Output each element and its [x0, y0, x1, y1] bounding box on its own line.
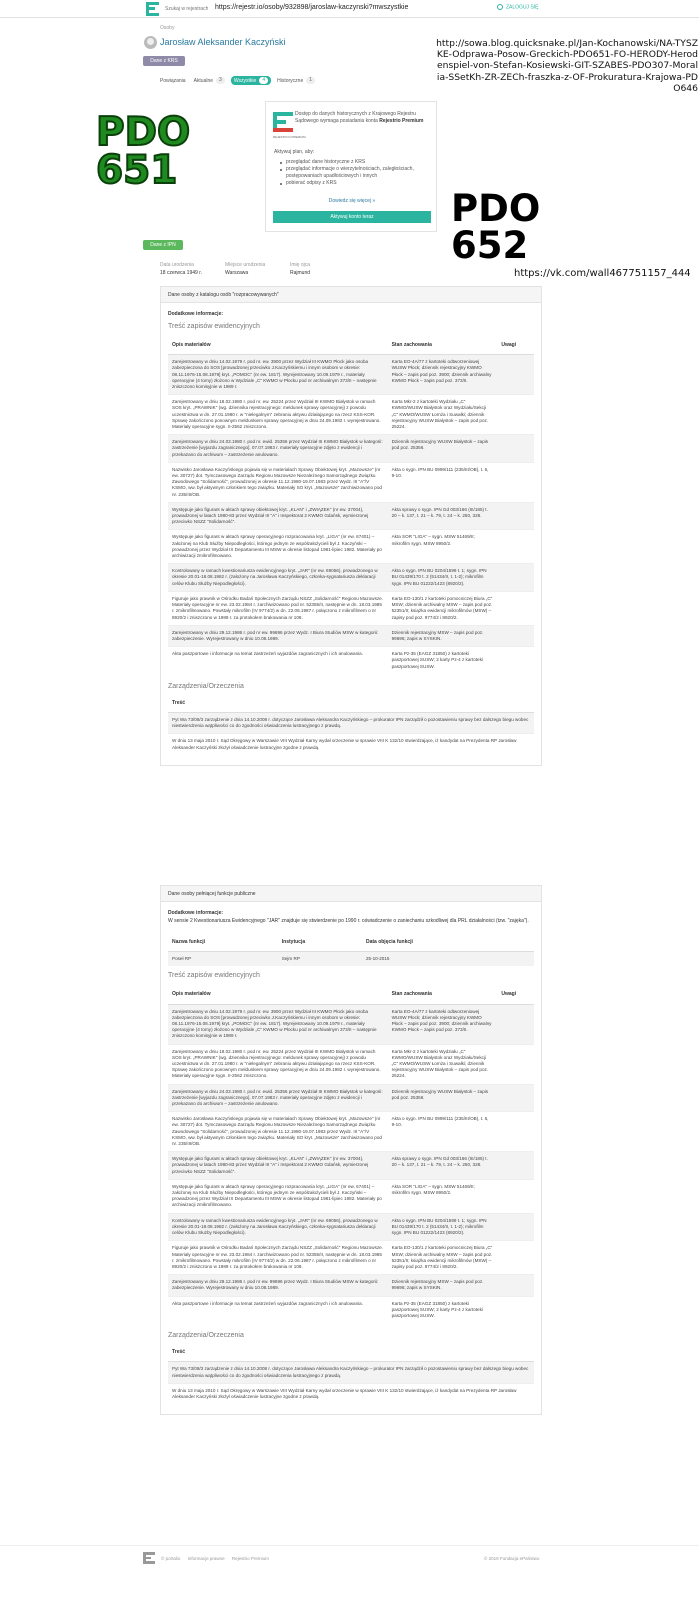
functions-table	[168, 933, 534, 966]
avatar-icon	[144, 36, 157, 49]
table-row	[168, 1275, 534, 1296]
login-button[interactable]	[497, 4, 539, 10]
rulings-title: Zarządzenia/Orzeczenia	[168, 1332, 244, 1340]
person-header	[144, 34, 286, 50]
search-input[interactable]	[163, 3, 210, 15]
table-row	[168, 952, 534, 967]
col-description: Opis materiałów	[168, 985, 388, 1004]
url-bar[interactable]: https://rejestr.io/osoby/932898/jaroslaw-kaczynski?mwszystkie	[215, 4, 409, 11]
col-content: Treść	[168, 1343, 534, 1362]
table-row	[168, 1213, 534, 1241]
table-cell: Sejm RP	[278, 952, 362, 967]
tab-label: Aktualne	[193, 77, 214, 84]
table-row	[168, 1179, 534, 1213]
rulings-title: Zarządzenia/Orzeczenia	[168, 682, 244, 690]
rulings-body	[168, 712, 534, 754]
card-public-function	[160, 885, 542, 1415]
table-cell	[497, 1152, 534, 1180]
table-row	[168, 435, 534, 463]
rulings-body	[168, 1362, 534, 1404]
table-cell: Akta o sygn. IPN BU 0999/111 (235/III/OB), t. 6, 9-10.	[388, 1112, 498, 1152]
col-notes: Uwagi	[497, 336, 534, 355]
table-cell	[497, 1004, 534, 1044]
table-cell: Występuje jako figurant w aktach sprawy operacyjnego rozpracowania kryt. „LIGA" (nr ew. 67401) – założonej na Klub Służby Niepodległości, którego jednym ze współzałożycieli był J. Kaczyński – prowadzonej przez Wydział IX Departamentu III MSW w okresie listopad 1981-lipiec 1982. Materiały po archiwizacji zmikrofilmowano.	[168, 1179, 388, 1213]
table-cell	[497, 435, 534, 463]
table-cell: Akta paszportowe i informacje na temat zastrzeżeń wyjazdów zagranicznych i ich anulowania.	[168, 647, 388, 674]
table-cell: Zarejestrowany w dniu 14.02.1979 r. pod nr. ew. 3900 przez Wydział III KWMO Płock jako osoba zabezpieczona do SOS [prowadzonej przeciwko J.Kaczyńskiemu i innym osobom w okresie: 08.11.1976-15.08.1979] kryt. „POMOC" (nr ew. 1817). Wyrejestrowany 10.09.1979 r., materiały operacyjne (4 tomy) złożono w Wydziale „C" KWMO w Płocku pod nr archiwalnym 373/II – następnie zniszczono komisyjnie w 1989 r.	[168, 1004, 388, 1044]
table-cell	[497, 530, 534, 564]
overlay-pdo652-line1: PDO	[451, 187, 541, 230]
footer-link[interactable]: © portalio	[161, 1556, 181, 1561]
table-cell: W dniu 13 maja 2010 r. Sąd Okręgowy w Warszawie VIII Wydział Karny wydał orzeczenie w sprawie VIII K 132/10 stwierdzające, iż kandydat na Prezydenta RP Jarosław Aleksander Kaczyński złożył oświadczenie lustracyjne zgodne z prawdą.	[168, 1383, 534, 1404]
footer-link[interactable]: Rejestrio Premium	[231, 1556, 269, 1561]
table-cell: Kontrolowany w ramach kwestionariusza ewidencyjnego kryt. „JAR" (nr ew. 69056), prowadzonego w okresie 20.01-18.08.1982 r. (założony na Jarosława Kaczyńskiego, członka-sygnatariusza deklaracji celów Klubu Służby Niepodległości).	[168, 1213, 388, 1241]
footer-logo-icon[interactable]	[143, 1552, 155, 1564]
overlay-pdo652-line2: 652	[451, 224, 529, 267]
additional-info-label: Dodatkowe informacje:	[168, 910, 224, 916]
table-cell: Występuje jako figurant w aktach sprawy operacyjnego rozpracowania kryt. „LIGA" (nr ew. 67401) – założonej na Klub Służby Niepodległości, którego jednym ze współzałożycieli był J. Kaczyński – prowadzonej przez Wydział IX Departamentu III MSW w okresie listopad 1981-lipiec 1982. Materiały po archiwizacji zmikrofilmowano.	[168, 530, 388, 564]
breadcrumb[interactable]: Osoby	[160, 25, 175, 31]
overlay-pdo651-line2: 651	[96, 148, 178, 193]
col-state: Stan zachowania	[388, 336, 498, 355]
table-cell	[497, 1044, 534, 1084]
table-row	[168, 355, 534, 395]
table-cell: Pyt Wa 73/08/3 zarządzenie z dnia 14.10.2008 r. dotyczące Jarosława Aleksandra Kaczyńskiego – prokurator IPN zarządził o pozostawieniu sprawy bez dalszego biegu wobec niestwierdzenia wątpliwości co do zgodności oświadczenia lustracyjnego z prawdą.	[168, 1362, 534, 1383]
table-cell	[497, 625, 534, 646]
col-description: Opis materiałów	[168, 336, 388, 355]
table-cell: Akta o sygn. IPN BU 0999/111 (235/III/OB), t. 6, 9-10.	[388, 462, 498, 502]
table-cell: Akta o sygn. IPN BU 0204/1599 t. 1; sygn. IPN BU 01439/170 t. 2 (51434/II, t. 1-2); mikrofilm sygn. IPN BU 01222/1423 (8920/2).	[388, 1213, 498, 1241]
table-row	[168, 1296, 534, 1323]
table-cell	[497, 591, 534, 625]
tab-historical[interactable]	[277, 77, 315, 84]
col-institution: Instytucja	[278, 933, 362, 952]
table-cell: Dziennik rejestracyjny MSW – zapis pod poz. 99696; zapis w SYSKIN.	[388, 1275, 498, 1296]
table-cell: Zarejestrowany w dniu 29.12.1986 r. pod nr ew. 99696 przez Wydz. I Biura Studiów MSW w kategorii: zabezpieczenie. Wyrejestrowany w dniu 10.08.1989.	[168, 1275, 388, 1296]
additional-info-text: W sensie 2 Kwestionariusza Ewidencyjnego "JAR" znajduje się stwierdzenie po 1990 r. oświadczenie o zaniechaniu szkodliwej dla PRL działalności (tzw. "zajęka").	[168, 918, 529, 924]
table-cell	[497, 462, 534, 502]
table-cell: Występuje jako figurant w aktach sprawy obiektowej kryt. „KLAN" i „ZWIĄZEK" (nr ew. 37004), prowadzonej w latach 1980-83 przez Wydział III "A" i Inspektorat 2 KWMO Gdańsk, wymierzonej przeciwko NSZZ "Solidarność".	[168, 1152, 388, 1180]
top-bar	[0, 0, 699, 18]
table-cell: Karta Mkr-2 z kartoteki Wydziału „C" KWMO/WUSW Białystok oraz Wydziału/Sekcji „C" KWMO/WUSW Łomża i Suwałki; dziennik rejestracyjny WUSW Białystok – zapis pod poz. 25224.	[388, 1044, 498, 1084]
table-cell: Kontrolowany w ramach kwestionariusza ewidencyjnego kryt. „JAR" (nr ew. 69056), prowadzonego w okresie 20.01-18.08.1982 r. (założony na Jarosława Kaczyńskiego, członka-sygnatariusza deklaracji celów Klubu Służby Niepodległości).	[168, 564, 388, 592]
card-title: Dane osoby z katalogu osób "rozpracowywanych"	[161, 287, 541, 303]
rulings-table	[168, 1343, 534, 1404]
table-cell: Dziennik rejestracyjny MSW – zapis pod poz. 99696; zapis w SYSKIN.	[388, 625, 498, 646]
table-cell: Zarejestrowany w dniu 18.02.1980 r. pod nr. ew. 25224 przez Wydział III KWMO Białystok w ramach SOS kryt. „PRAWNIK" (wg. dziennika rejestracyjnego: meldunek sprawy operacyjnej) z powodu uczestnictwa w dn. 27.01.1980 r. w "nielegalnym" zebraniu aktywu działającego na rzecz KSS-KOR. Sprawę zakończono ponownym meldunkiem sprawy operacyjnej w dniu 24.09.1982 r. wyrejestrowano. Materiały operacyjne sygn. II-2562 zniszczono.	[168, 1044, 388, 1084]
tab-all[interactable]	[231, 76, 271, 85]
ipn-data-button[interactable]: Dane z IPN	[143, 240, 183, 250]
table-cell: Karta Pz-35 (EAGZ 31850) z kartoteki paszportowej SUSW; 2 karty Pz-4 z kartoteki paszportowej SUSW.	[388, 647, 498, 674]
overlay-pdo651-line1: PDO	[96, 110, 191, 155]
table-cell: Akta sprawy o sygn. IPN Gd 003/166 (III/185) t. 20 – k. 137, t. 21 – k. 79, t. 24 – k. 250, 328.	[388, 502, 498, 530]
fact-father-name	[290, 262, 355, 276]
footer-links	[161, 1556, 275, 1561]
premium-benefits-list	[280, 159, 430, 187]
additional-info-label: Dodatkowe informacje:	[168, 311, 224, 317]
table-cell: Pyt Wa 73/08/3 zarządzenie z dnia 14.10.2008 r. dotyczące Jarosława Aleksandra Kaczyńskiego – prokurator IPN zarządził o pozostawieniu sprawy bez dalszego biegu wobec niestwierdzenia wątpliwości co do zgodności oświadczenia lustracyjnego z prawdą.	[168, 712, 534, 733]
table-cell	[497, 1179, 534, 1213]
table-cell: Akta sprawy o sygn. IPN Gd 003/166 (III/185) t. 20 – k. 137, t. 21 – k. 79, t. 24 – k. 250, 328.	[388, 1152, 498, 1180]
tabs-label: Powiązania	[160, 77, 186, 84]
records-table	[168, 336, 534, 674]
table-row	[168, 1152, 534, 1180]
table-cell: Zarejestrowany w dniu 29.12.1986 r. pod nr ew. 99696 przez Wydz. I Biura Studiów MSW w kategorii: zabezpieczenie. Wyrejestrowany w dniu 10.08.1989.	[168, 625, 388, 646]
table-cell	[497, 355, 534, 395]
table-cell: Figuruje jako prawnik w Ośrodku Badań Społecznych Zarządu NSZZ „Solidarność" Regionu Mazowsze. Materiały operacyjne nr ew. 23.02.1984 r. zarchiwizowano pod nr. 52355/II, następnie w dn. 18.03.1985 r. zmikrofilmowano. Powstały mikrofilm (IV 9774/2) w dn. 22.06.1987 r. połączono z mikrofilmem o nr 8920/2 i zniszczono w 1989 r. za protokołem brakowania nr 108.	[168, 591, 388, 625]
fact-value: 18 czerwca 1949 r.	[160, 270, 202, 276]
tab-count: 4	[259, 77, 268, 84]
table-cell: W dniu 13 maja 2010 r. Sąd Okręgowy w Warszawie VIII Wydział Karny wydał orzeczenie w sprawie VIII K 132/10 stwierdzające, iż kandydat na Prezydenta RP Jarosław Aleksander Kaczyński złożył oświadczenie lustracyjne zgodne z prawdą.	[168, 734, 534, 755]
table-row	[168, 625, 534, 646]
table-cell	[497, 564, 534, 592]
table-row	[168, 1383, 534, 1404]
page-title: Jarosław Aleksander Kaczyński	[160, 37, 286, 47]
overlay-url-text: http://sowa.blog.quicksnake.pl/Jan-Kochanowski/NA-TYSZKE-Odprawa-Posow-Greckich-PDO651-FO-HERODY-Herodenspiel-von-Stefan-Kosiewski-GIT-SZABES-PDO307-Moralia-SSetKh-ZR-ZECh-fraszka-z-OF-Prokuratura-Krajowa-PDO646	[436, 38, 698, 94]
premium-logo-icon	[273, 112, 293, 132]
records-body	[168, 1004, 534, 1323]
list-item: przeglądać dane historyczne z KRS	[280, 159, 430, 166]
table-cell: Występuje jako figurant w aktach sprawy obiektowej kryt. „KLAN" i „ZWIĄZEK" (nr ew. 37004), prowadzonej w latach 1980-83 przez Wydział III "A" i Inspektorat 2 KWMO Gdańsk, wymierzonej przeciwko NSZZ "Solidarność".	[168, 502, 388, 530]
table-row	[168, 564, 534, 592]
card-surveillance	[160, 286, 542, 766]
col-function: Nazwa funkcji	[168, 933, 278, 952]
footer-copyright: © 2019 Fundacja ePaństwo	[484, 1556, 540, 1561]
tab-label: Historyczne	[277, 77, 304, 84]
table-row	[168, 591, 534, 625]
table-cell: Karta Pz-35 (EAGZ 31850) z kartoteki paszportowej SUSW; 2 karty Pz-4 z kartoteki paszportowej SUSW.	[388, 1296, 498, 1323]
col-notes: Uwagi	[497, 985, 534, 1004]
krs-data-button[interactable]: Dane z KRS	[143, 56, 185, 66]
list-item: pobierać odpisy z KRS	[280, 180, 430, 187]
fact-value: Rajmund	[290, 270, 311, 276]
table-cell	[497, 1296, 534, 1323]
table-cell: Akta SOR "LIGA" – sygn. MSW 51469/II; mikrofilm sygn. MSW 8950/2.	[388, 1179, 498, 1213]
table-row	[168, 1004, 534, 1044]
login-icon	[497, 4, 503, 10]
card-title: Dane osoby pełniącej funkcje publiczne	[161, 886, 541, 902]
list-item: przeglądać informacje o wierzytelnościach, zaległościach, postępowaniach upadłościowych i innych	[280, 166, 430, 180]
premium-brand: REJESTR.IO PREMIUM	[273, 135, 306, 139]
fact-birth-date	[160, 262, 225, 276]
table-row	[168, 530, 534, 564]
fact-label: Data urodzenia	[160, 262, 194, 268]
table-row	[168, 1044, 534, 1084]
table-cell: Dziennik rejestracyjny WUSW Białystok – zapis pod poz. 25356.	[388, 435, 498, 463]
tab-label: Wszystkie	[233, 77, 257, 84]
records-title: Treść zapisów ewidencyjnych	[168, 972, 260, 980]
table-cell: Nazwisko Jarosława Kaczyńskiego pojawia się w materiałach Sprawy Obiektowej kryt. „Mazowsze" (nr ew. 30727) dot. Tymczasowego Zarządu Regionu Mazowsze Niezależnego Samorządnego Związku Zawodowego "Solidarność", prowadzonej w okresie 11.12.1980-19.07.1983 przez Wydz. III "A"/V KSMO, ww. był aktywnym członkiem tego związku. Materiały SO kryt. „Mazowsze" zarchiwizowano pod nr. 235/III/OB.	[168, 1112, 388, 1152]
table-row	[168, 1362, 534, 1383]
person-facts	[160, 262, 355, 276]
relations-tabs	[160, 76, 321, 85]
records-table	[168, 985, 534, 1323]
table-cell: Karta EO-130/1 z kartoteki pomocniczej Biura „C" MSW; dziennik archiwalny MSW – zapis pod poz. 52351/II; książka ewidencji mikrofilmów (MSW) – zapisy pod poz. 9774/2 i 8920/2.	[388, 1241, 498, 1275]
col-content: Treść	[168, 694, 534, 713]
table-cell: Nazwisko Jarosława Kaczyńskiego pojawia się w materiałach Sprawy Obiektowej kryt. „Mazowsze" (nr ew. 30727) dot. Tymczasowego Zarządu Regionu Mazowsze Niezależnego Samorządnego Związku Zawodowego "Solidarność", prowadzonej w okresie 11.12.1980-19.07.1983 przez Wydz. III "A"/V KSMO, ww. był aktywnym członkiem tego związku. Materiały SO kryt. „Mazowsze" zarchiwizowano pod nr. 235/III/OB.	[168, 462, 388, 502]
learn-more-link[interactable]: Dowiedz się więcej »	[328, 198, 376, 204]
table-cell: Zarejestrowany w dniu 24.03.1980 r. pod nr. ewid. 25356 przez Wydział III KWMO Białystok w kategorii: zastrzeżenie [wyjazdu zagranicznego]. 07.07.1983 r. materiały operacyjne zdjęto z ewidencji i przekazano do archiwum – zastrzeżenie anulowano.	[168, 435, 388, 463]
table-row	[168, 1241, 534, 1275]
table-cell	[497, 1275, 534, 1296]
table-cell: Karta EO-130/1 z kartoteki pomocniczej Biura „C" MSW; dziennik archiwalny MSW – zapis pod poz. 52351/II; książka ewidencji mikrofilmów (MSW) – zapisy pod poz. 9774/2 i 8920/2.	[388, 591, 498, 625]
overlay-pdo651	[96, 110, 191, 193]
premium-promo-box	[265, 101, 437, 232]
table-cell: Akta SOR "LIGA" – sygn. MSW 51469/II; mikrofilm sygn. MSW 8950/2.	[388, 530, 498, 564]
table-row	[168, 1112, 534, 1152]
premium-head-bold: Rejestrio Premium	[379, 118, 424, 124]
rejestr-logo-icon[interactable]	[146, 2, 159, 16]
table-cell: Zarejestrowany w dniu 24.03.1980 r. pod nr. ewid. 25356 przez Wydział III KWMO Białystok w kategorii: zastrzeżenie [wyjazdu zagranicznego]. 07.07.1983 r. materiały operacyjne zdjęto z ewidencji i przekazano do archiwum – zastrzeżenie anulowano.	[168, 1084, 388, 1112]
table-row	[168, 712, 534, 733]
table-cell: Karta EO-4A/77 z kartoteki odtworzeniowej WUSW Płock; dziennik rejestracyjny KWMO Płock – zapis pod poz. 3900; dziennik archiwalny KWMO Płock – zapis pod poz. 373/II.	[388, 1004, 498, 1044]
tab-count: 1	[306, 77, 315, 84]
rulings-table	[168, 694, 534, 755]
table-cell: Figuruje jako prawnik w Ośrodku Badań Społecznych Zarządu NSZZ „Solidarność" Regionu Mazowsze. Materiały operacyjne nr ew. 23.02.1984 r. zarchiwizowano pod nr. 52355/II, następnie w dn. 18.03.1985 r. zmikrofilmowano. Powstały mikrofilm (IV 9774/2) w dn. 22.06.1987 r. połączono z mikrofilmem o nr 8920/2 i zniszczono w 1989 r. za protokołem brakowania nr 108.	[168, 1241, 388, 1275]
col-date: Data objęcia funkcji	[362, 933, 534, 952]
premium-plan-label: Aktywuj plan, aby:	[274, 149, 315, 155]
table-row	[168, 462, 534, 502]
footer-link[interactable]: Informacje prawne	[187, 1556, 225, 1561]
table-row	[168, 395, 534, 435]
records-body	[168, 355, 534, 674]
table-cell	[497, 647, 534, 674]
table-cell: Dziennik rejestracyjny WUSW Białystok – zapis pod poz. 25356.	[388, 1084, 498, 1112]
fact-label: Miejsce urodzenia	[225, 262, 266, 268]
table-cell	[497, 1112, 534, 1152]
fact-birth-place	[225, 262, 290, 276]
overlay-pdo652	[451, 187, 541, 267]
records-title: Treść zapisów ewidencyjnych	[168, 323, 260, 330]
table-cell: Akta paszportowe i informacje na temat zastrzeżeń wyjazdów zagranicznych i ich anulowania.	[168, 1296, 388, 1323]
table-cell	[497, 395, 534, 435]
table-cell: Poseł RP	[168, 952, 278, 967]
table-row	[168, 1084, 534, 1112]
premium-head-text: Dostęp do danych historycznych z Krajowego Rejestru Sądowego wymaga posiadania konta	[295, 111, 416, 124]
login-label: ZALOGUJ SIĘ	[506, 4, 539, 11]
table-row	[168, 734, 534, 755]
table-row	[168, 502, 534, 530]
table-cell: Karta EO-4A/77 z kartoteki odtworzeniowej WUSW Płock; dziennik rejestracyjny KWMO Płock – zapis pod poz. 3900; dziennik archiwalny KWMO Płock – zapis pod poz. 373/II.	[388, 355, 498, 395]
col-state: Stan zachowania	[388, 985, 498, 1004]
table-cell: Karta Mkr-2 z kartoteki Wydziału „C" KWMO/WUSW Białystok oraz Wydziału/Sekcji „C" KWMO/WUSW Łomża i Suwałki; dziennik rejestracyjny WUSW Białystok – zapis pod poz. 25224.	[388, 395, 498, 435]
table-cell: 25-10-2015	[362, 952, 534, 967]
table-cell: Akta o sygn. IPN BU 0204/1599 t. 1; sygn. IPN BU 01439/170 t. 2 (51434/II, t. 1-2); mikrofilm sygn. IPN BU 01222/1423 (8920/2).	[388, 564, 498, 592]
premium-headline	[295, 111, 430, 125]
overlay-vk-link: https://vk.com/wall467751157_444	[514, 268, 691, 279]
footer	[0, 1545, 699, 1600]
activate-account-button[interactable]: Aktywuj konto teraz	[273, 211, 431, 223]
tab-current[interactable]	[194, 77, 225, 84]
table-cell	[497, 1213, 534, 1241]
table-cell	[497, 1241, 534, 1275]
tab-count: 3	[216, 77, 225, 84]
fact-label: Imię ojca	[290, 262, 311, 268]
table-cell: Zarejestrowany w dniu 14.02.1979 r. pod nr. ew. 3900 przez Wydział III KWMO Płock jako osoba zabezpieczona do SOS [prowadzonej przeciwko J.Kaczyńskiemu i innym osobom w okresie: 08.11.1976-15.08.1979] kryt. „POMOC" (nr ew. 1817). Wyrejestrowany 10.09.1979 r., materiały operacyjne (4 tomy) złożono w Wydziale „C" KWMO w Płocku pod nr archiwalnym 373/II – następnie zniszczono komisyjnie w 1989 r.	[168, 355, 388, 395]
fact-value: Warszawa	[225, 270, 249, 276]
table-cell: Zarejestrowany w dniu 18.02.1980 r. pod nr. ew. 25224 przez Wydział III KWMO Białystok w ramach SOS kryt. „PRAWNIK" (wg. dziennika rejestracyjnego: meldunek sprawy operacyjnej) z powodu uczestnictwa w dn. 27.01.1980 r. w "nielegalnym" zebraniu aktywu działającego na rzecz KSS-KOR. Sprawę zakończono ponownym meldunkiem sprawy operacyjnej w dniu 24.09.1982 r. wyrejestrowano. Materiały operacyjne sygn. II-2562 zniszczono.	[168, 395, 388, 435]
table-cell	[497, 1084, 534, 1112]
table-row	[168, 647, 534, 674]
table-cell	[497, 502, 534, 530]
